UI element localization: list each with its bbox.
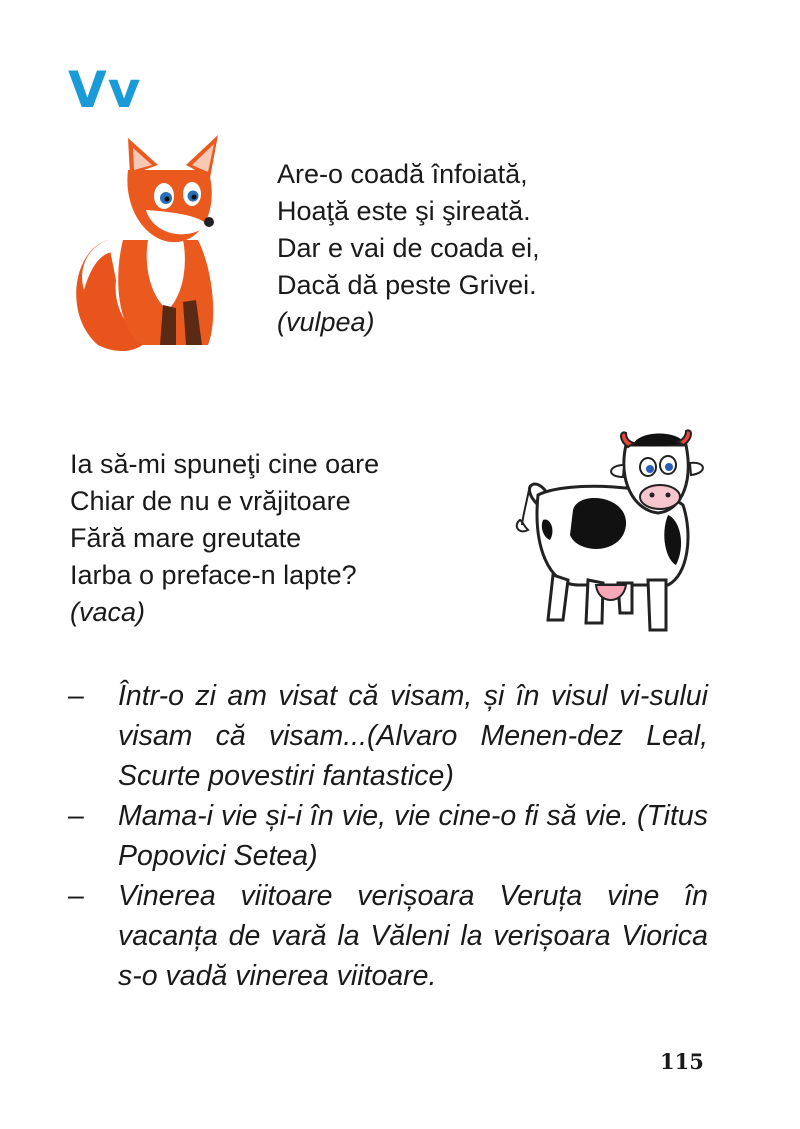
quote-text: Vinerea viitoare verișoara Veruța vine în vacanța de vară la Văleni la verișoara Viorica s-o vadă vinerea viitoare. [118,880,708,992]
riddle-line: Ia să-mi spuneţi cine oare [70,449,380,479]
page-number: 115 [660,1049,704,1074]
dash-bullet: – [68,880,84,912]
quote-item [68,676,708,796]
dash-bullet: – [68,680,84,712]
quote-text: Mama-i vie și-i în vie, vie cine-o fi să vie. (Titus Popovici Setea) [118,800,708,872]
riddle-line: Dacă dă peste Grivei. [277,270,537,300]
riddle-cow [70,446,379,631]
riddle-answer: (vulpea) [277,307,375,337]
fox-illustration [68,130,243,355]
tongue-twisters [68,676,708,996]
riddle-line: Are-o coadă înfoiată, [277,159,528,189]
riddle-answer: (vaca) [70,597,146,627]
quote-text: Într-o zi am visat că visam, și în visul vi-sului visam că visam...(Alvaro Menen-dez Leal, Scurte povestiri fantastice) [118,680,708,792]
riddle-line: Dar e vai de coada ei, [277,233,540,263]
quote-item [68,796,708,876]
riddle-line: Chiar de nu e vrăjitoare [70,486,351,516]
riddle-line: Hoaţă este şi şireată. [277,196,531,226]
cow-illustration [508,425,708,635]
quote-item [68,876,708,996]
dash-bullet: – [68,800,84,832]
riddle-line: Iarba o preface-n lapte? [70,560,357,590]
riddle-line: Fără mare greutate [70,523,302,553]
letter-heading: Vv [68,61,142,119]
riddle-fox [277,156,540,341]
